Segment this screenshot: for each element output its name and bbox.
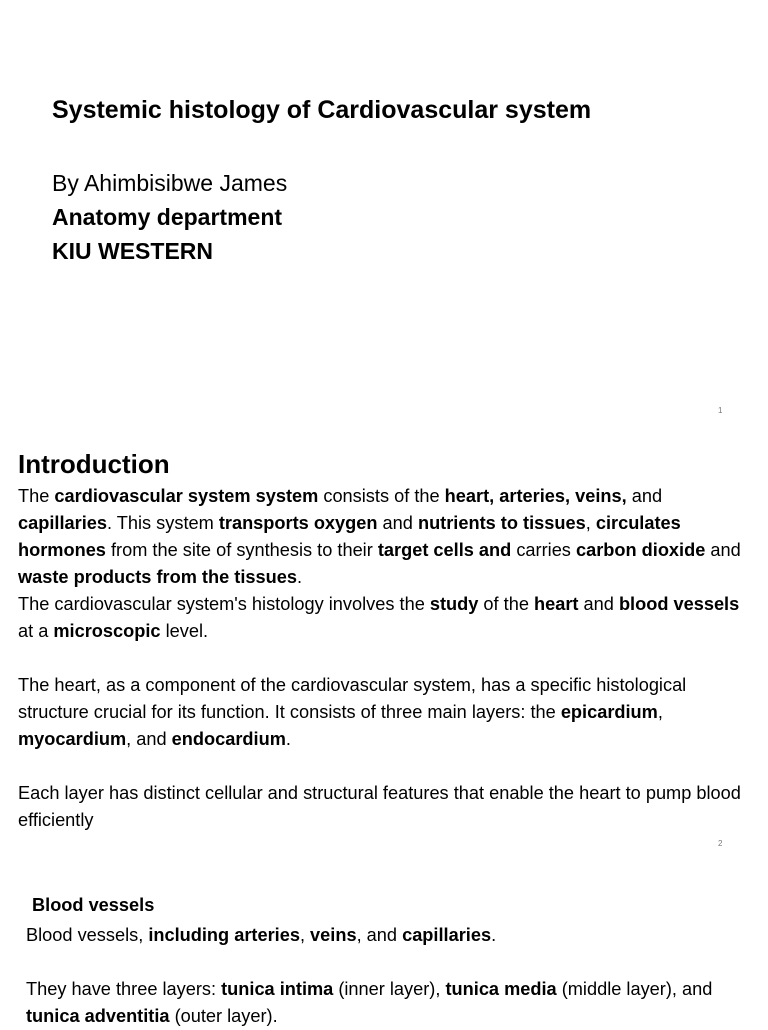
bold-text-run: capillaries — [18, 513, 107, 533]
institution-name: KIU WESTERN — [52, 238, 213, 264]
slide-2 — [0, 425, 768, 855]
text-run: Each layer has distinct cellular and structural features that enable the heart to pump blood efficiently — [18, 783, 741, 830]
paragraph-gap — [26, 949, 756, 976]
slide-1 — [0, 0, 768, 425]
bold-text-run: target cells and — [377, 540, 512, 560]
bold-text-run: veins — [310, 925, 357, 945]
text-run: (middle layer), and — [556, 979, 713, 999]
text-run: They have three layers: — [26, 979, 222, 999]
author-name: By Ahimbisibwe James — [52, 170, 288, 196]
vessel-layers-paragraph — [26, 976, 756, 1030]
bold-text-run: heart — [534, 594, 579, 614]
slide-3 — [0, 855, 768, 1024]
text-run: . — [285, 729, 291, 749]
slide-body — [18, 483, 753, 834]
section-heading: Blood vessels — [32, 895, 155, 915]
text-run: , — [657, 702, 663, 722]
text-run: of the — [478, 594, 534, 614]
bold-text-run: cardiovascular system system — [54, 486, 319, 506]
text-run: consists of the — [318, 486, 445, 506]
text-run: . — [296, 567, 303, 587]
text-run: . — [491, 925, 497, 945]
text-run: The — [18, 486, 55, 506]
paragraph-gap — [18, 645, 753, 672]
bold-text-run: endocardium — [171, 729, 286, 749]
layer-features-paragraph — [18, 780, 753, 834]
intro-paragraph — [18, 483, 753, 591]
text-run: from the site of synthesis to their — [105, 540, 378, 560]
department-name: Anatomy department — [52, 204, 283, 230]
text-run: The cardiovascular system's histology involves the — [18, 594, 430, 614]
text-run: and — [377, 513, 418, 533]
bold-text-run: including arteries — [148, 925, 300, 945]
bold-text-run: tunica intima — [221, 979, 334, 999]
text-run: at a — [18, 621, 54, 641]
text-run: (inner layer), — [333, 979, 446, 999]
text-run: Blood vessels, — [26, 925, 149, 945]
bold-text-run: study — [429, 594, 479, 614]
text-run: (outer layer). — [169, 1006, 278, 1026]
page-number: 1 — [718, 406, 723, 415]
bold-text-run: microscopic — [53, 621, 161, 641]
text-run: , — [585, 513, 596, 533]
bold-text-run: tunica adventitia — [26, 1006, 170, 1026]
bold-text-run: capillaries — [402, 925, 492, 945]
slide-body — [26, 922, 756, 1030]
bold-text-run: waste products from the tissues — [18, 567, 297, 587]
heart-layers-paragraph — [18, 672, 753, 753]
bold-text-run: epicardium — [560, 702, 658, 722]
bold-text-run: circulates hormones — [18, 513, 681, 560]
bold-text-run: nutrients to tissues — [417, 513, 586, 533]
text-run: The heart, as a component of the cardiovascular system, has a specific histological structure crucial for its function. It consists of three main layers: the — [18, 675, 687, 722]
text-run: , and — [356, 925, 403, 945]
slide-title: Systemic histology of Cardiovascular system — [52, 96, 592, 124]
text-run: . This system — [106, 513, 219, 533]
text-run: level. — [160, 621, 209, 641]
text-run: carries — [511, 540, 576, 560]
bold-text-run: transports oxygen — [218, 513, 378, 533]
text-run: , — [299, 925, 311, 945]
text-run: and — [578, 594, 619, 614]
page-number: 2 — [718, 839, 723, 848]
text-run: and — [626, 486, 663, 506]
text-run: , and — [126, 729, 172, 749]
paragraph-gap — [18, 753, 753, 780]
bold-text-run: carbon dioxide — [575, 540, 706, 560]
bold-text-run: tunica media — [445, 979, 557, 999]
section-heading: Introduction — [18, 449, 170, 479]
bold-text-run: myocardium — [18, 729, 127, 749]
bold-text-run: heart, arteries, veins, — [444, 486, 627, 506]
text-run: and — [705, 540, 741, 560]
vessels-paragraph — [26, 922, 756, 949]
histology-paragraph — [18, 591, 753, 645]
bold-text-run: blood vessels — [618, 594, 740, 614]
